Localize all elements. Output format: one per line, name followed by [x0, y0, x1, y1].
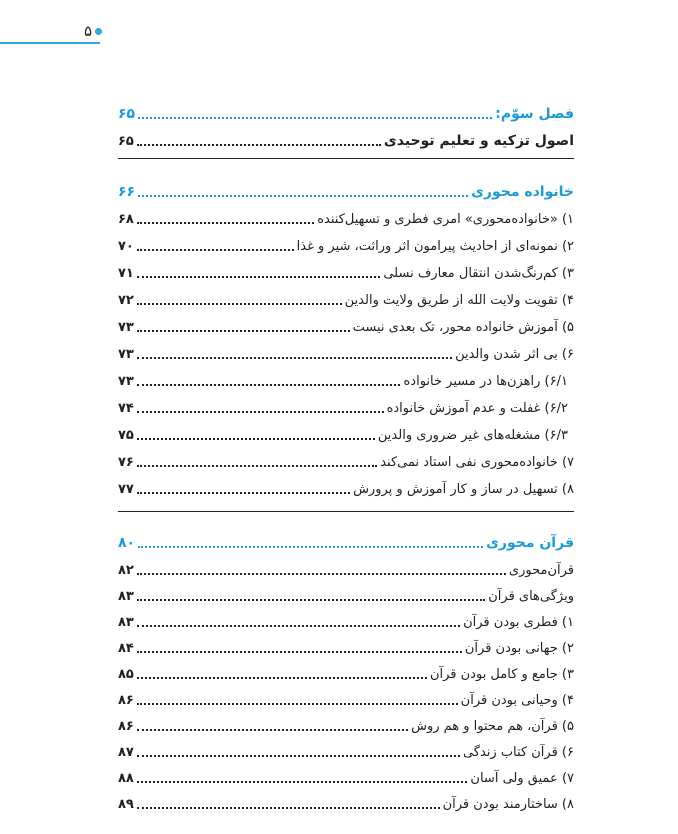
toc-entry[interactable] — [118, 713, 574, 739]
toc-page: ۷۲ — [118, 292, 134, 308]
toc-label: ۱) فطری بودن قرآن — [463, 614, 574, 630]
dot-leader — [137, 729, 408, 731]
dot-leader — [137, 144, 381, 146]
toc-section-quran[interactable] — [118, 530, 574, 556]
toc-label: قرآن‌محوری — [508, 562, 574, 578]
toc-label: ۶/۱) راهزن‌ها در مسیر خانواده — [403, 373, 568, 389]
toc-entry[interactable] — [118, 739, 574, 765]
toc-label: ۷) عمیق ولی آسان — [470, 770, 574, 786]
toc-entry[interactable] — [118, 476, 574, 502]
dot-leader — [137, 465, 377, 467]
toc-entry[interactable] — [118, 765, 574, 791]
header-rule — [0, 42, 100, 44]
toc-label: اصول تزکیه و تعلیم توحیدی — [383, 133, 574, 149]
toc-label: ۷) خانواده‌محوری نفی استاد نمی‌کند — [380, 454, 574, 470]
toc-page: ۶۶ — [118, 184, 136, 200]
dot-leader — [137, 249, 294, 251]
toc-label: ۶/۳) مشغله‌های غیر ضروری والدین — [377, 427, 568, 443]
toc-label: ۶/۲) غفلت و عدم آموزش خانواده — [386, 400, 568, 416]
toc-label: فصل سوّم: — [495, 106, 574, 122]
toc-entry[interactable] — [118, 206, 574, 232]
dot-leader — [137, 703, 458, 705]
page-number-dot-icon — [95, 28, 102, 35]
dot-leader — [137, 781, 468, 783]
dot-leader — [138, 195, 468, 197]
toc-page: ۶۵ — [118, 133, 134, 149]
toc-page: ۶۵ — [118, 106, 136, 122]
toc-label: ویژگی‌های قرآن — [488, 588, 574, 604]
toc-page: ۸۸ — [118, 770, 134, 786]
toc-entry[interactable] — [118, 287, 574, 313]
toc-entry[interactable] — [118, 314, 574, 340]
toc-entry[interactable] — [118, 260, 574, 286]
toc-page: ۸۳ — [118, 588, 134, 604]
dot-leader — [137, 599, 485, 601]
toc-page: ۷۱ — [118, 265, 134, 281]
dot-leader — [137, 222, 314, 224]
page-number-text: ۵ — [84, 22, 93, 40]
toc-page: ۶۸ — [118, 211, 134, 227]
toc-label: ۳) جامع و کامل بودن قرآن — [429, 666, 574, 682]
toc-entry[interactable] — [118, 557, 574, 583]
toc-label: ۴) تقویت ولایت الله از طریق ولایت والدین — [344, 292, 574, 308]
toc-page: ۸۴ — [118, 640, 134, 656]
dot-leader — [138, 546, 483, 548]
toc-label: خانواده محوری — [471, 184, 574, 200]
toc-page: ۸۲ — [118, 562, 134, 578]
toc-entry[interactable] — [118, 791, 574, 817]
toc-entry[interactable] — [118, 583, 574, 609]
dot-leader — [137, 677, 427, 679]
dot-leader — [138, 117, 492, 119]
toc-subentry[interactable] — [118, 368, 568, 394]
toc-label: ۱) «خانواده‌محوری» امری فطری و تسهیل‌کننده — [317, 211, 574, 227]
toc-label: ۶) قرآن کتاب زندگی — [462, 744, 574, 760]
toc-subentry[interactable] — [118, 395, 568, 421]
toc-page: ۸۶ — [118, 692, 134, 708]
toc-entry[interactable] — [118, 635, 574, 661]
toc-chapter-3[interactable] — [118, 101, 574, 127]
dot-leader — [137, 384, 401, 386]
toc-page: ۷۳ — [118, 346, 134, 362]
toc-label: ۶) بی اثر شدن والدین — [455, 346, 574, 362]
toc-label: ۸) ساختارمند بودن قرآن — [442, 796, 574, 812]
toc-chapter-3-subtitle[interactable] — [118, 128, 574, 154]
toc-label: ۵) آموزش خانواده محور، تک بعدی نیست — [352, 319, 574, 335]
dot-leader — [137, 330, 350, 332]
toc-page: ۸۰ — [118, 535, 136, 551]
toc-page: ۸۹ — [118, 796, 134, 812]
toc-page: ۷۴ — [118, 400, 134, 416]
dot-leader — [137, 438, 375, 440]
toc-subentry[interactable] — [118, 422, 568, 448]
dot-leader — [137, 807, 440, 809]
toc-entry[interactable] — [118, 449, 574, 475]
dot-leader — [137, 651, 462, 653]
page-number — [84, 22, 102, 40]
dot-leader — [137, 755, 460, 757]
toc-label: ۳) کم‌رنگ‌شدن انتقال معارف نسلی — [383, 265, 574, 281]
section-divider — [118, 511, 574, 512]
toc-page: ۷۳ — [118, 373, 134, 389]
toc-label: ۵) قرآن، هم محتوا و هم روش — [411, 718, 574, 734]
toc-page: ۷۰ — [118, 238, 134, 254]
toc-page: ۷۳ — [118, 319, 134, 335]
toc-label: ۸) تسهیل در ساز و کار آموزش و پرورش — [353, 481, 574, 497]
toc-page: ۸۵ — [118, 666, 134, 682]
toc-section-family[interactable] — [118, 179, 574, 205]
dot-leader — [137, 411, 384, 413]
dot-leader — [137, 357, 452, 359]
dot-leader — [137, 573, 506, 575]
dot-leader — [137, 276, 380, 278]
toc-label: ۴) وحیانی بودن قرآن — [460, 692, 574, 708]
toc-label: ۲) جهانی بودن قرآن — [464, 640, 574, 656]
toc-page: ۸۳ — [118, 614, 134, 630]
toc-label: ۲) نمونه‌ای از احادیث پیرامون اثر وراثت، شیر و غذا — [296, 238, 574, 254]
toc-page: ۷۶ — [118, 454, 134, 470]
dot-leader — [137, 303, 342, 305]
dot-leader — [137, 492, 350, 494]
toc-entry[interactable] — [118, 609, 574, 635]
toc-entry[interactable] — [118, 661, 574, 687]
toc-entry[interactable] — [118, 687, 574, 713]
toc-page: ۸۶ — [118, 718, 134, 734]
toc-label: قرآن محوری — [486, 535, 574, 551]
toc-page: ۸۷ — [118, 744, 134, 760]
toc-entry[interactable] — [118, 233, 574, 259]
toc-entry[interactable] — [118, 341, 574, 367]
toc-page: ۷۵ — [118, 427, 134, 443]
toc-page: ۷۷ — [118, 481, 134, 497]
section-divider — [118, 158, 574, 159]
dot-leader — [137, 625, 460, 627]
